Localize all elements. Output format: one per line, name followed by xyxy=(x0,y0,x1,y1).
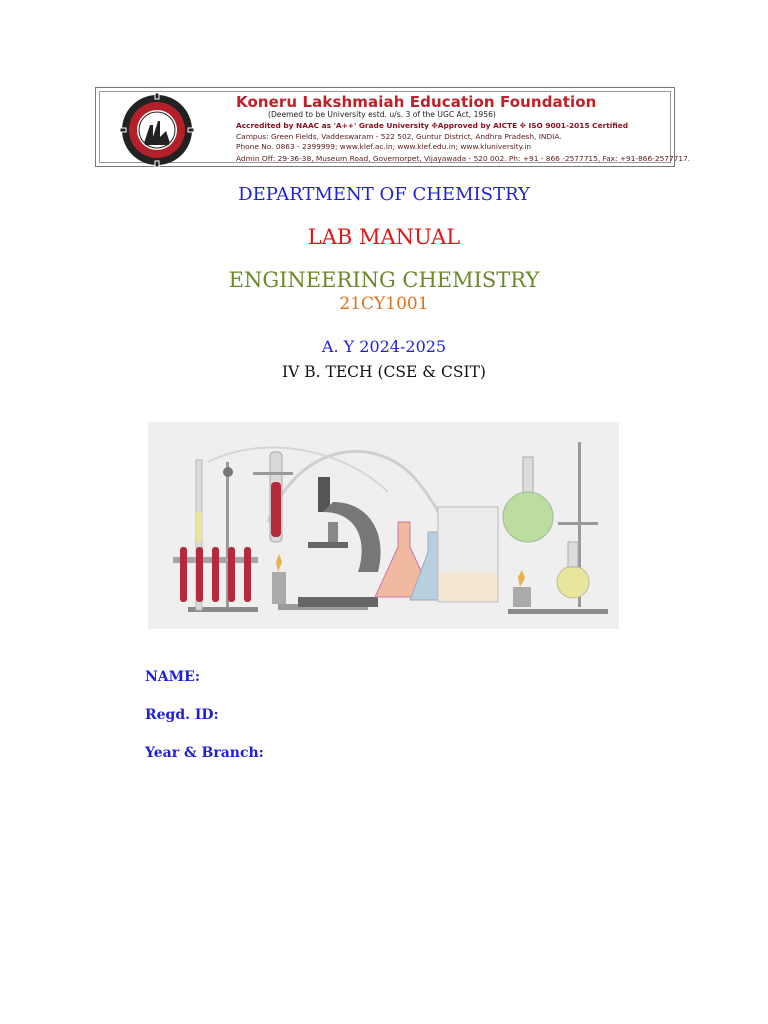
university-seal-logo xyxy=(120,93,194,167)
year-branch-field-label: Year & Branch: xyxy=(145,745,264,761)
department-heading: DEPARTMENT OF CHEMISTRY xyxy=(238,184,530,205)
university-banner xyxy=(95,87,691,167)
regd-id-field-label: Regd. ID: xyxy=(145,707,219,723)
course-name: ENGINEERING CHEMISTRY xyxy=(228,268,540,292)
banner-admin-line: Admin Off: 29-36-38, Museum Road, Governorpet, Vijayawada - 520 002. Ph: +91 - 866 -2577715, Fax: +91-866-2577717. xyxy=(236,154,691,163)
banner-contact-line: Phone No. 0863 - 2399999; www.klef.ac.in; www.klef.edu.in; www.kluniversity.in xyxy=(236,142,532,151)
document-type: LAB MANUAL xyxy=(307,225,461,249)
banner-title: Koneru Lakshmaiah Education Foundation xyxy=(236,93,597,111)
banner-accreditation-line: Accredited by NAAC as 'A++' Grade University ✥Approved by AICTE ✥ ISO 9001-2015 Certified xyxy=(236,121,629,130)
name-field-label: NAME: xyxy=(145,669,200,685)
program-name: IV B. TECH (CSE & CSIT) xyxy=(282,363,486,381)
banner-campus-line: Campus: Green Fields, Vaddeswaram - 522 502, Guntur District, Andhra Pradesh, INDIA. xyxy=(236,132,562,141)
course-code: 21CY1001 xyxy=(339,294,429,314)
academic-year: A. Y 2024-2025 xyxy=(321,337,447,356)
banner-deemed-line: (Deemed to be University estd. u/s. 3 of the UGC Act, 1956) xyxy=(268,110,496,119)
lab-equipment-illustration xyxy=(148,422,619,629)
